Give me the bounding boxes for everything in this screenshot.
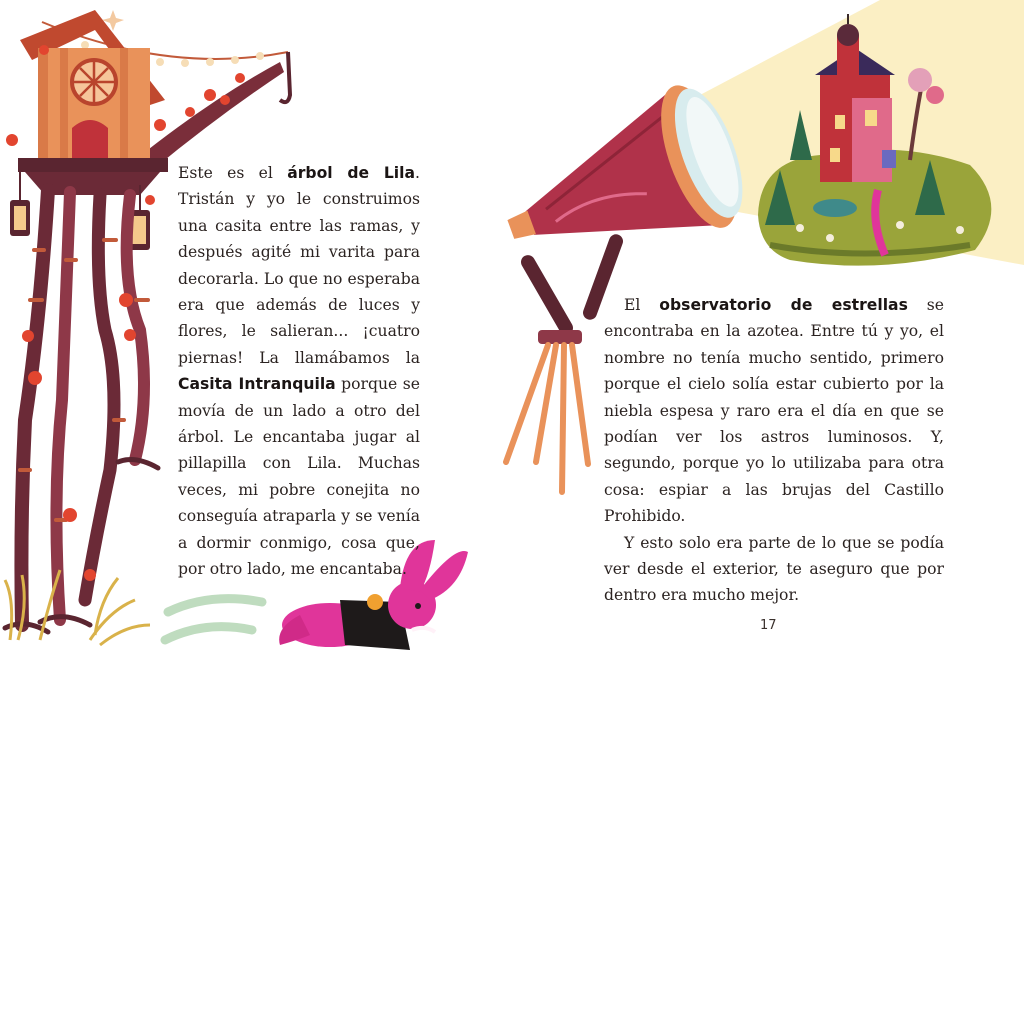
tree-branch [135,62,284,172]
text-run: El [624,296,660,314]
motion-lines [165,599,262,640]
text-run: porque se movía de un lado a otro del árbol. Le encantaba jugar al pillapilla con Lila. Muchas veces, mi pobre conejita no conseguía atraparla y se venía a dormir conmigo, cosa que, por otro lado, me encantaba. [178,375,420,579]
term-casita-intranquila: Casita Intranquila [178,375,336,394]
term-observatorio: observatorio de estrellas [659,296,908,314]
term-arbol-de-lila: árbol de Lila [287,164,416,182]
paragraph-observatorio [604,292,944,530]
text-run: se encontraba en la azotea. Entre tú y yo, el nombre no tenía mucho sentido, primero porque el cielo solía estar cubierto por la niebla espesa y raro era el día en que se podían ver los astros luminosos. Y, segundo, porque yo lo utilizaba para otra cosa: espiar a las brujas del Castillo Prohibido. [604,296,945,526]
text-run: . Tristán y yo le construimos una casita entre las ramas, y después agité mi varita para decorarla. Lo que no esperaba era que además de luces y flores, le salieran... ¡cuatro piernas! La llamábamos la [178,164,420,367]
paragraph-exterior: Y esto solo era parte de lo que se podía ver desde el exterior, te aseguro que por dentro era mucho mejor. [604,533,944,605]
page-number: 17 [760,618,777,633]
right-page-text [604,292,944,609]
telescope-tripod [506,345,588,492]
house-legs [5,190,158,632]
tree-house [18,10,168,195]
text-run: Este es el [178,164,288,182]
left-page-text [178,160,420,583]
paragraph-arbol [178,160,420,583]
